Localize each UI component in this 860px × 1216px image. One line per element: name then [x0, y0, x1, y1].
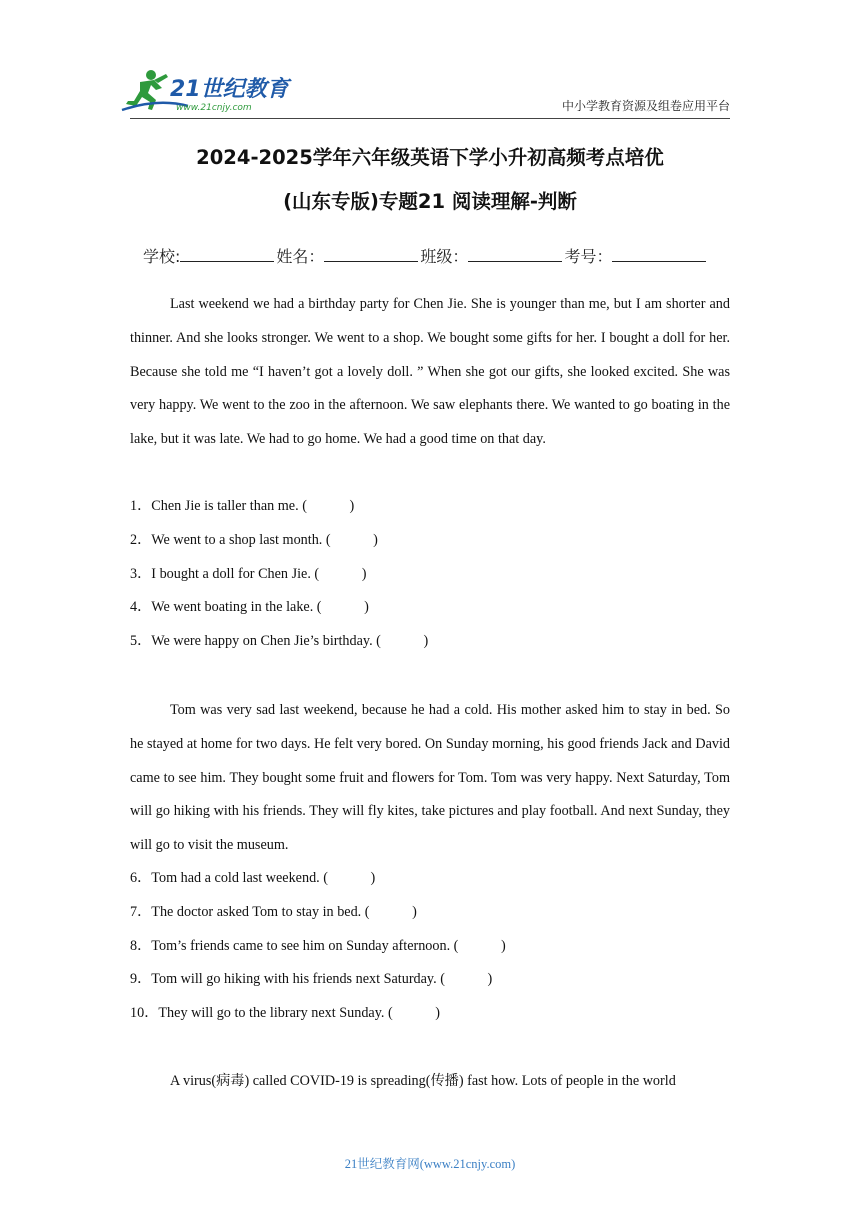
question-number: 7． [130, 903, 152, 920]
school-blank[interactable] [180, 247, 274, 262]
question-number: 6． [130, 870, 152, 886]
student-info-row [143, 244, 708, 267]
question-item [130, 963, 730, 997]
question-item [130, 896, 730, 930]
exam-number-blank[interactable] [612, 247, 706, 262]
question-number: 4． [130, 599, 152, 616]
question-text: We went to a shop last month. ( ) [151, 531, 378, 548]
page-header [0, 0, 860, 125]
name-field[interactable] [276, 244, 420, 267]
exam-number-label: 考号： [564, 247, 613, 266]
class-blank[interactable] [468, 247, 562, 262]
passage-1 [130, 288, 730, 457]
question-item [130, 862, 730, 896]
document-subtitle: (山东专版)专题21 阅读理解-判断 [283, 190, 577, 213]
platform-name: 中小学教育资源及组卷应用平台 [561, 99, 730, 113]
question-item [130, 490, 730, 524]
question-text: I bought a doll for Chen Jie. ( ) [151, 565, 367, 582]
question-item [130, 524, 730, 558]
question-number: 8． [130, 937, 152, 954]
footer-link[interactable]: 21世纪教育网(www.21cnjy.com) [344, 1157, 516, 1171]
question-number: 3． [130, 565, 152, 582]
passage-3 [130, 1065, 730, 1099]
passage-3-text: A virus(病毒) called COVID-19 is spreading(传播) fast how. Lots of people in the world [170, 1073, 676, 1089]
exam-number-field[interactable] [564, 244, 708, 267]
header-divider [130, 118, 730, 119]
document-title: 2024-2025学年六年级英语下学小升初高频考点培优 [196, 146, 664, 169]
question-text: Tom’s friends came to see him on Sunday afternoon. ( ) [151, 937, 506, 954]
school-label: 学校: [143, 247, 181, 266]
logo-runner-icon [118, 66, 293, 116]
question-item [130, 591, 730, 625]
passage-1-text: Last weekend we had a birthday party for Chen Jie. She is younger than me, but I am shorter and thinner. And she looks stronger. We went to a shop. We bought some gifts for her. I bought a doll for her. Because she told me “I haven’t got a lovely doll. ” When she got our gifts, she looked excited. She was very happy. We went to the zoo in the afternoon. We saw elephants there. We wanted to go boating in the lake, but it was late. We had to go home. We had a good time on that day. [130, 296, 730, 448]
question-item [130, 625, 730, 659]
class-label: 班级： [420, 247, 469, 266]
question-number: 1． [130, 498, 152, 514]
name-label: 姓名： [276, 247, 325, 266]
question-item [130, 997, 730, 1031]
question-text: Tom will go hiking with his friends next Saturday. ( ) [151, 971, 493, 988]
svg-text:21世纪教育: 21世纪教育 [170, 77, 289, 102]
question-text: We went boating in the lake. ( ) [151, 599, 369, 616]
question-item [130, 558, 730, 592]
question-text: Tom had a cold last weekend. ( ) [151, 870, 376, 886]
question-number: 2． [130, 531, 152, 548]
question-number: 9． [130, 971, 152, 988]
question-list-2 [130, 862, 730, 1031]
question-text: Chen Jie is taller than me. ( ) [151, 498, 355, 514]
question-list-1 [130, 490, 730, 659]
school-field[interactable] [143, 244, 276, 267]
passage-2 [130, 694, 730, 863]
question-text: They will go to the library next Sunday. ( ) [158, 1005, 440, 1022]
question-text: The doctor asked Tom to stay in bed. ( ) [151, 903, 417, 920]
question-text: We were happy on Chen Jie’s birthday. ( ) [151, 633, 429, 650]
question-number: 10． [130, 1005, 159, 1022]
question-number: 5． [130, 633, 152, 650]
class-field[interactable] [420, 244, 564, 267]
passage-2-text: Tom was very sad last weekend, because he had a cold. His mother asked him to stay in bed. So he stayed at home for two days. He felt very bored. On Sunday morning, his good friends Jack and David came to see him. They bought some fruit and flowers for Tom. Tom was very happy. Next Saturday, Tom will go hiking with his friends. They will fly kites, take pictures and play football. And next Sunday, they will go to visit the museum. [130, 702, 730, 854]
name-blank[interactable] [324, 247, 418, 262]
svg-text:www.21cnjy.com: www.21cnjy.com [176, 103, 252, 113]
question-item [130, 930, 730, 964]
logo [118, 66, 293, 116]
